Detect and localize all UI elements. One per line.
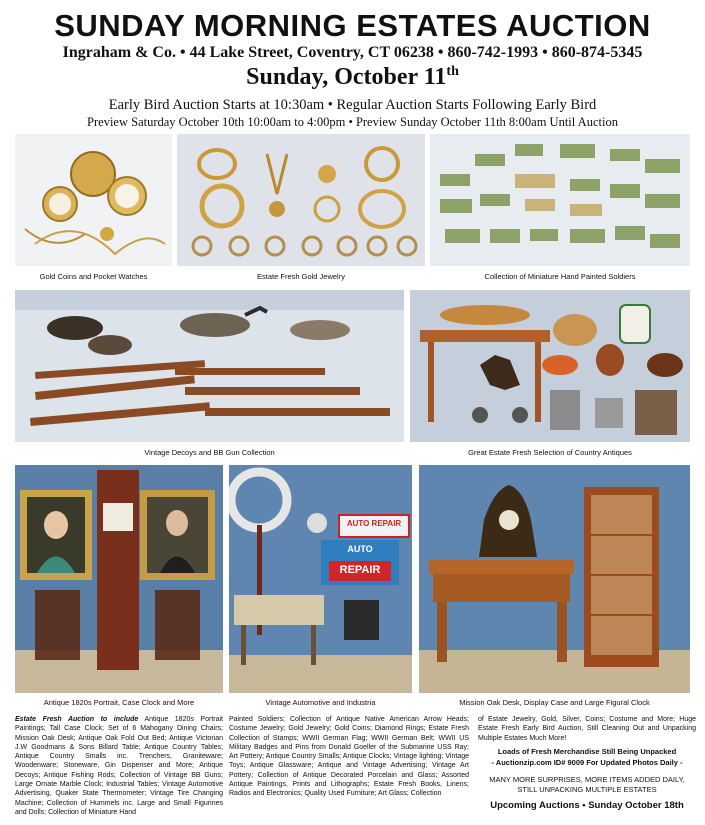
photo-soldiers (430, 134, 690, 266)
caption-jewelry: Estate Fresh Gold Jewelry (257, 272, 345, 281)
auction-date (0, 64, 705, 91)
body-column-2 (229, 715, 469, 815)
pocket-watch-illustration (15, 134, 172, 266)
photo-portrait-clock (15, 465, 223, 693)
decoys-guns-illustration (15, 290, 404, 442)
body-col1-text: Antique 1820s Portrait Paintings; Tall Case Clock; Set of 6 Mahogany Dining Chairs; Mission Oak Desk; Antique Oak Fold Out Bed; Antique Victorian J.W Goodmans & Sons Billard Table; Antique Country Tables; Antique Country Smalls inc. Trenchers, Graniteware; Woodenware; Stoneware, Gin Dispenser and More; Antique Decoys; Antique Fishing Rods; Collection of Vintage BB Guns; Large Ornate Marble Clock; Industrial Tables; Vintage Automotive Advertising, Quaker State Thermometer; Vintage Tire Changing Machine; Collection of Hummels inc. Large and Small Figurines and Dolls; Collection of Miniature Hand (15, 716, 223, 815)
body-col3-text: of Estate Jewelry, Gold, Silver, Coins; Costume and More; Huge Estate Fresh Early Bird Auction, Still Cleaning Out and Unpacking Multiple Estates Much More! (478, 716, 696, 742)
caption-soldiers: Collection of Miniature Hand Painted Soldiers (484, 272, 636, 281)
sign-repair: REPAIR (339, 564, 381, 576)
photo-gold-coins (15, 134, 172, 266)
soldiers-illustration (430, 134, 690, 266)
photo-decoys (15, 290, 404, 442)
caption-mission-oak: Mission Oak Desk, Display Case and Large Figural Clock (459, 698, 650, 707)
early-bird-line: Early Bird Auction Starts at 10:30am • Regular Auction Starts Following Early Bird (108, 97, 597, 113)
caption-gold-coins: Gold Coins and Pocket Watches (39, 272, 148, 281)
photo-mission-oak (419, 465, 690, 693)
photo-jewelry (177, 134, 425, 266)
jewelry-illustration (177, 134, 425, 266)
caption-country-antiques: Great Estate Fresh Selection of Country Antiques (468, 448, 632, 457)
body-col2-text: Painted Soldiers; Collection of Antique Native American Arrow Heads; Costume Jewelry; Gold Jewelry; Gold Coins; Diamond Rings; Estate Fresh Collection of Stamps; WWII German Flag; WWII German Belt; WWII US Military Badges and Pins from Donald Goeller of the Submarine USS Ray; Art Pottery; Antique Country Smalls; Antique Clocks; Vintage lighting; Vintage Toys; Antique Glassware; Antique and Vintage Advertising; Vintage Art Pottery; Collection of Antique Decorated Porcelain and Glass; Assorted Antique Paintings, Prints and Lithographs; Estate Fresh Books, Linens; Radios and Electronics; Quality Used Furniture; Art Glass; Collection (229, 716, 469, 798)
date-suffix: th (446, 64, 459, 79)
auctionzip-text: - Auctionzip.com ID# 9009 For Updated Photos Daily - (491, 758, 683, 767)
caption-automotive: Vintage Automotive and Industria (265, 698, 376, 707)
caption-portrait: Antique 1820s Portrait, Case Clock and More (43, 698, 195, 707)
sign-auto-repair: AUTO REPAIR (346, 519, 402, 528)
body-lead: Estate Fresh Auction to include (15, 716, 139, 723)
country-antiques-illustration (410, 290, 690, 442)
page-title: SUNDAY MORNING ESTATES AUCTION (54, 8, 651, 43)
mission-oak-illustration (419, 465, 690, 693)
caption-decoys: Vintage Decoys and BB Gun Collection (144, 448, 275, 457)
sign-auto: AUTO (347, 544, 373, 554)
loads-text: Loads of Fresh Merchandise Still Being Unpacked (497, 747, 677, 756)
body-column-3 (478, 715, 696, 747)
automotive-illustration (229, 465, 412, 693)
photo-country-antiques (410, 290, 690, 442)
photo-automotive (229, 465, 412, 693)
portrait-clock-illustration (15, 465, 223, 693)
surprises-text: MANY MORE SURPRISES, MORE ITEMS ADDED DAILY, STILL UNPACKING MULTIPLE ESTATES (489, 775, 685, 794)
address-line: Ingraham & Co. • 44 Lake Street, Coventry, CT 06238 • 860-742-1993 • 860-874-5345 (62, 44, 643, 61)
preview-line: Preview Saturday October 10th 10:00am to 4:00pm • Preview Sunday October 11th 8:00am Until Auction (87, 115, 618, 129)
upcoming-auctions: Upcoming Auctions • Sunday October 18th (490, 800, 684, 811)
date-main: Sunday, October 11 (246, 64, 447, 90)
body-column-1 (15, 715, 223, 815)
